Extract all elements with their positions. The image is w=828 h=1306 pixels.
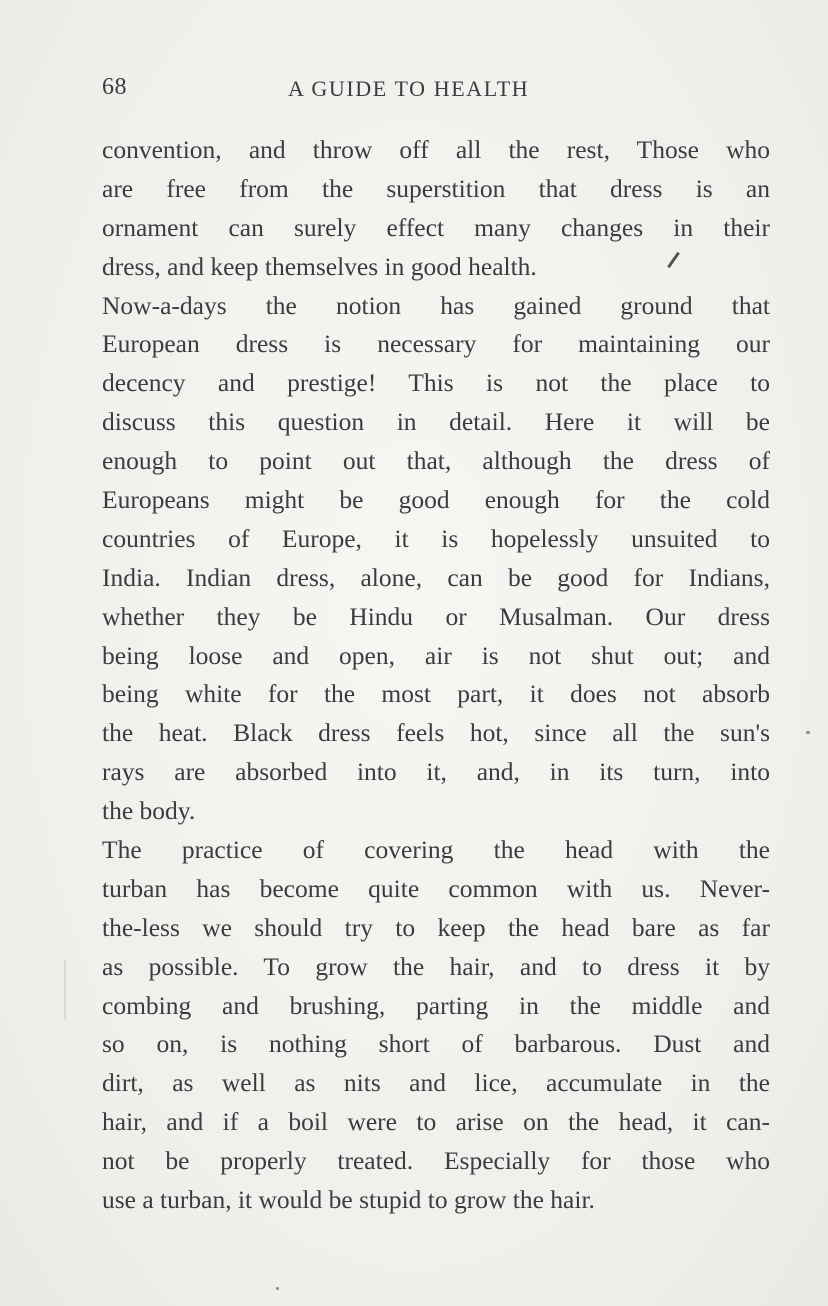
text-line: dirt, as well as nits and lice, accumulate in the [102, 1068, 770, 1098]
text-line: decency and prestige! This is not the place to [102, 368, 770, 398]
paper-speck [276, 1287, 279, 1290]
body-text [102, 131, 770, 1220]
text-line: hair, and if a boil were to arise on the head, it can- [102, 1107, 770, 1137]
text-line: countries of Europe, it is hopelessly unsuited to [102, 523, 770, 553]
text-line: not be properly treated. Especially for those who [102, 1146, 770, 1176]
paper-speck [806, 731, 810, 734]
paragraph [102, 831, 770, 1220]
text-line: combing and brushing, parting in the middle and [102, 990, 770, 1020]
paper-crease [64, 960, 66, 1020]
text-line: whether they be Hindu or Musalman. Our dress [102, 601, 770, 631]
text-line: Europeans might be good enough for the cold [102, 485, 770, 515]
page-header [102, 74, 770, 106]
text-line: use a turban, it would be stupid to grow the hair. [102, 1185, 595, 1215]
text-line: the heat. Black dress feels hot, since all the sun's [102, 718, 770, 748]
text-line: so on, is nothing short of barbarous. Dust and [102, 1029, 770, 1059]
text-line: dress, and keep themselves in good health. [102, 251, 537, 281]
text-line: rays are absorbed into it, and, in its turn, into [102, 757, 770, 787]
text-line: India. Indian dress, alone, can be good for Indians, [102, 562, 770, 592]
text-line: as possible. To grow the hair, and to dress it by [102, 951, 770, 981]
text-line: the body. [102, 796, 196, 826]
text-line: enough to point out that, although the dress of [102, 446, 770, 476]
text-line: discuss this question in detail. Here it will be [102, 407, 770, 437]
text-line: the-less we should try to keep the head bare as far [102, 912, 770, 942]
text-line: being white for the most part, it does not absorb [102, 679, 770, 709]
text-line: ornament can surely effect many changes in their [102, 212, 770, 242]
text-line: turban has become quite common with us. Never- [102, 873, 770, 903]
text-line: European dress is necessary for maintaining our [102, 329, 770, 359]
page-number: 68 [102, 74, 127, 100]
text-line: are free from the superstition that dress is an [102, 173, 770, 203]
text-line: convention, and throw off all the rest, Those who [102, 135, 770, 164]
running-head: A GUIDE TO HEALTH [288, 76, 530, 101]
text-line: The practice of covering the head with the [102, 835, 770, 865]
text-line: Now-a-days the notion has gained ground that [102, 290, 770, 320]
paragraph [102, 287, 770, 831]
text-line: being loose and open, air is not shut out; and [102, 640, 770, 670]
